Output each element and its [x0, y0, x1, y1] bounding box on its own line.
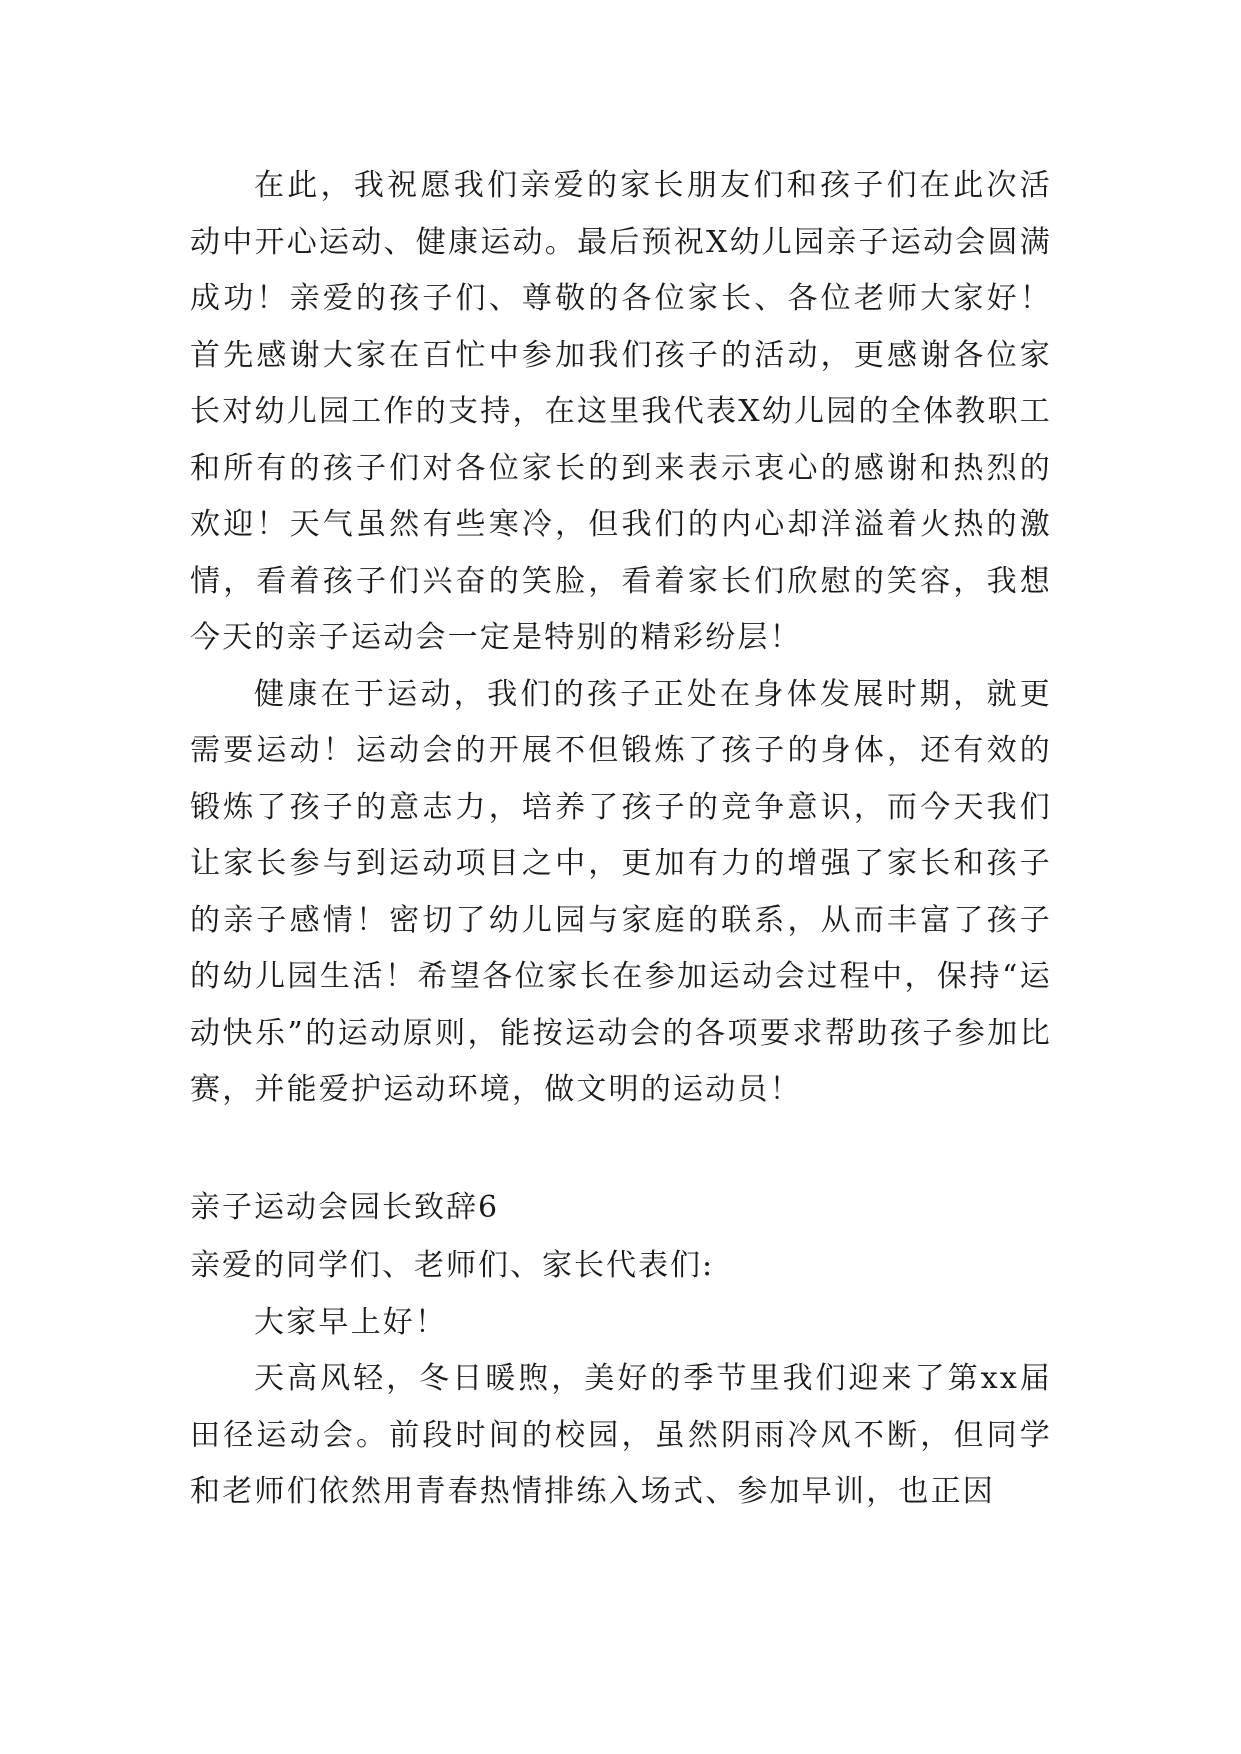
greeting: 大家早上好！: [254, 1304, 448, 1340]
section-title: 亲子运动会园长致辞6: [190, 1189, 500, 1225]
health-paragraph: 健康在于运动，我们的孩子正处在身体发展时期，就更需要运动！运动会的开展不但锻炼了孩子的身体，还有效的锻炼了孩子的意志力，培养了孩子的竞争意识，而今天我们让家长参与到运动项目之中，更加有力的增强了家长和孩子的亲子感情！密切了幼儿园与家庭的联系，从而丰富了孩子的幼儿园生活！希望各位家长在参加运动会过程中，保持“运动快乐”的运动原则，能按运动会的各项要求帮助孩子参加比赛，并能爱护运动环境，做文明的运动员！: [190, 676, 1052, 1107]
closing-paragraph: 在此，我祝愿我们亲爱的家长朋友们和孩子们在此次活动中开心运动、健康运动。最后预祝X幼儿园亲子运动会圆满成功！亲爱的孩子们、尊敬的各位家长、各位老师大家好！首先感谢大家在百忙中参加我们孩子的活动，更感谢各位家长对幼儿园工作的支持，在这里我代表X幼儿园的全体教职工和所有的孩子们对各位家长的到来表示衷心的感谢和热烈的欢迎！天气虽然有些寒冷，但我们的内心却洋溢着火热的激情，看着孩子们兴奋的笑脸，看着家长们欣慰的笑容，我想今天的亲子运动会一定是特别的精彩纷层！: [190, 168, 1052, 655]
opening-paragraph: 天高风轻，冬日暖煦，美好的季节里我们迎来了第xx届田径运动会。前段时间的校园，虽然阴雨冷风不断，但同学和老师们依然用青春热情排练入场式、参加早训，也正因: [190, 1361, 1052, 1509]
document-page: [190, 158, 1052, 1521]
section-spacer: [190, 1119, 1052, 1179]
salutation: 亲爱的同学们、老师们、家长代表们:: [190, 1247, 715, 1283]
